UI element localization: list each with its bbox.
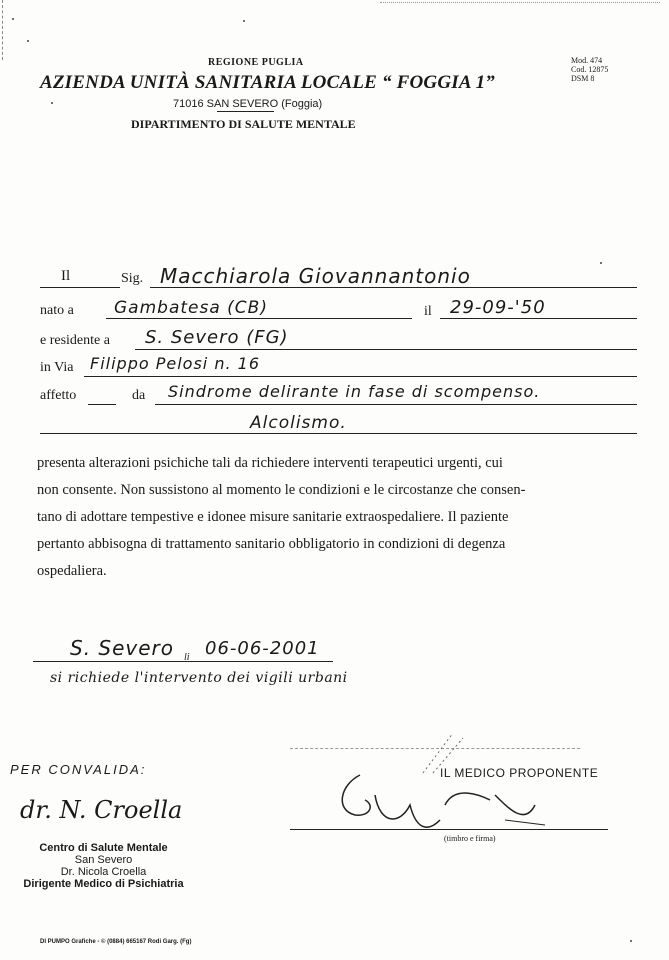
label-il: Il [61,268,71,284]
scan-speck [630,940,632,942]
rule [150,287,637,288]
stamp-line: Dirigente Medico di Psichiatria [23,878,184,890]
body-line: tano di adottare tempestive e idonee misure sanitarie extraospedaliere. Il paziente [37,509,509,525]
stamp-line: San Severo [74,854,133,866]
rule [135,349,637,350]
proposer-signature [330,765,550,845]
street: Filippo Pelosi n. 16 [90,354,260,373]
dsm-number: DSM 8 [571,74,595,83]
validation-signature: dr. N. Croella [20,796,183,824]
handwritten-note: si richiede l'intervento dei vigili urbani [50,670,348,686]
rule [40,433,637,434]
body-line: ospedaliera. [37,563,107,579]
department-label: DIPARTIMENTO DI SALUTE MENTALE [131,117,356,131]
rule [290,829,608,830]
city-underline [217,111,274,112]
label-residente: e residente a [40,333,110,348]
diagnosis-line-2: Alcolismo. [250,413,347,433]
rule [106,318,412,319]
diagnosis-line-1: Sindrome delirante in fase di scompenso. [168,382,541,401]
label-affetto: affetto [40,388,77,403]
body-line: non consente. Non sussistono al momento le condizioni e le circostanze che consen- [37,482,526,498]
scan-speck [243,20,245,22]
scan-edge [2,0,4,60]
birthdate: 29-09-'50 [450,297,546,318]
scan-speck [51,102,53,104]
body-line: pertanto abbisogna di trattamento sanitario obbligatorio in condizioni di degenza [37,536,506,552]
rule [85,287,120,288]
form-code-block [571,56,608,83]
label-via: in Via [40,360,74,375]
date: 06-06-2001 [205,638,320,659]
agency-city: 71016 SAN SEVERO (Foggia) [173,98,323,110]
patient-name: Macchiarola Giovannantonio [160,264,471,288]
proposer-label: IL MEDICO PROPONENTE [440,766,599,780]
rule [33,661,333,662]
label-da: da [132,388,146,403]
printer-credit: DI PUMPO Grafiche - © (0884) 665167 Rodi Garg. (Fg) [40,939,192,945]
cod-number: Cod. 12875 [571,65,609,74]
body-line: presenta alterazioni psichiche tali da richiedere interventi terapeutici urgenti, cui [37,455,503,471]
scan-edge [380,2,660,3]
rule [84,376,637,377]
scan-speck [600,262,602,264]
validation-label: PER CONVALIDA: [10,762,147,777]
body-paragraph [37,450,649,585]
scan-speck [12,18,14,20]
rule [440,318,637,319]
label-il-date: il [424,304,432,319]
rule [40,287,85,288]
stamp-line: Centro di Salute Mentale [39,842,168,854]
label-sig: Sig. [121,271,144,286]
stamp-line: Dr. Nicola Croella [60,866,147,878]
label-nato: nato a [40,303,74,318]
residence: S. Severo (FG) [145,327,289,348]
region-label: REGIONE PUGLIA [208,57,304,68]
birthplace: Gambatesa (CB) [114,298,268,318]
place: S. Severo [70,636,175,660]
mod-number: Mod. 474 [571,56,603,65]
rule [88,404,116,405]
proposer-caption: (timbro e firma) [444,834,496,843]
validation-stamp [16,842,191,890]
scan-speck [27,40,29,42]
label-li: li [184,652,190,663]
rule [155,404,637,405]
agency-title: AZIENDA UNITÀ SANITARIA LOCALE “ FOGGIA 1” [40,72,496,93]
